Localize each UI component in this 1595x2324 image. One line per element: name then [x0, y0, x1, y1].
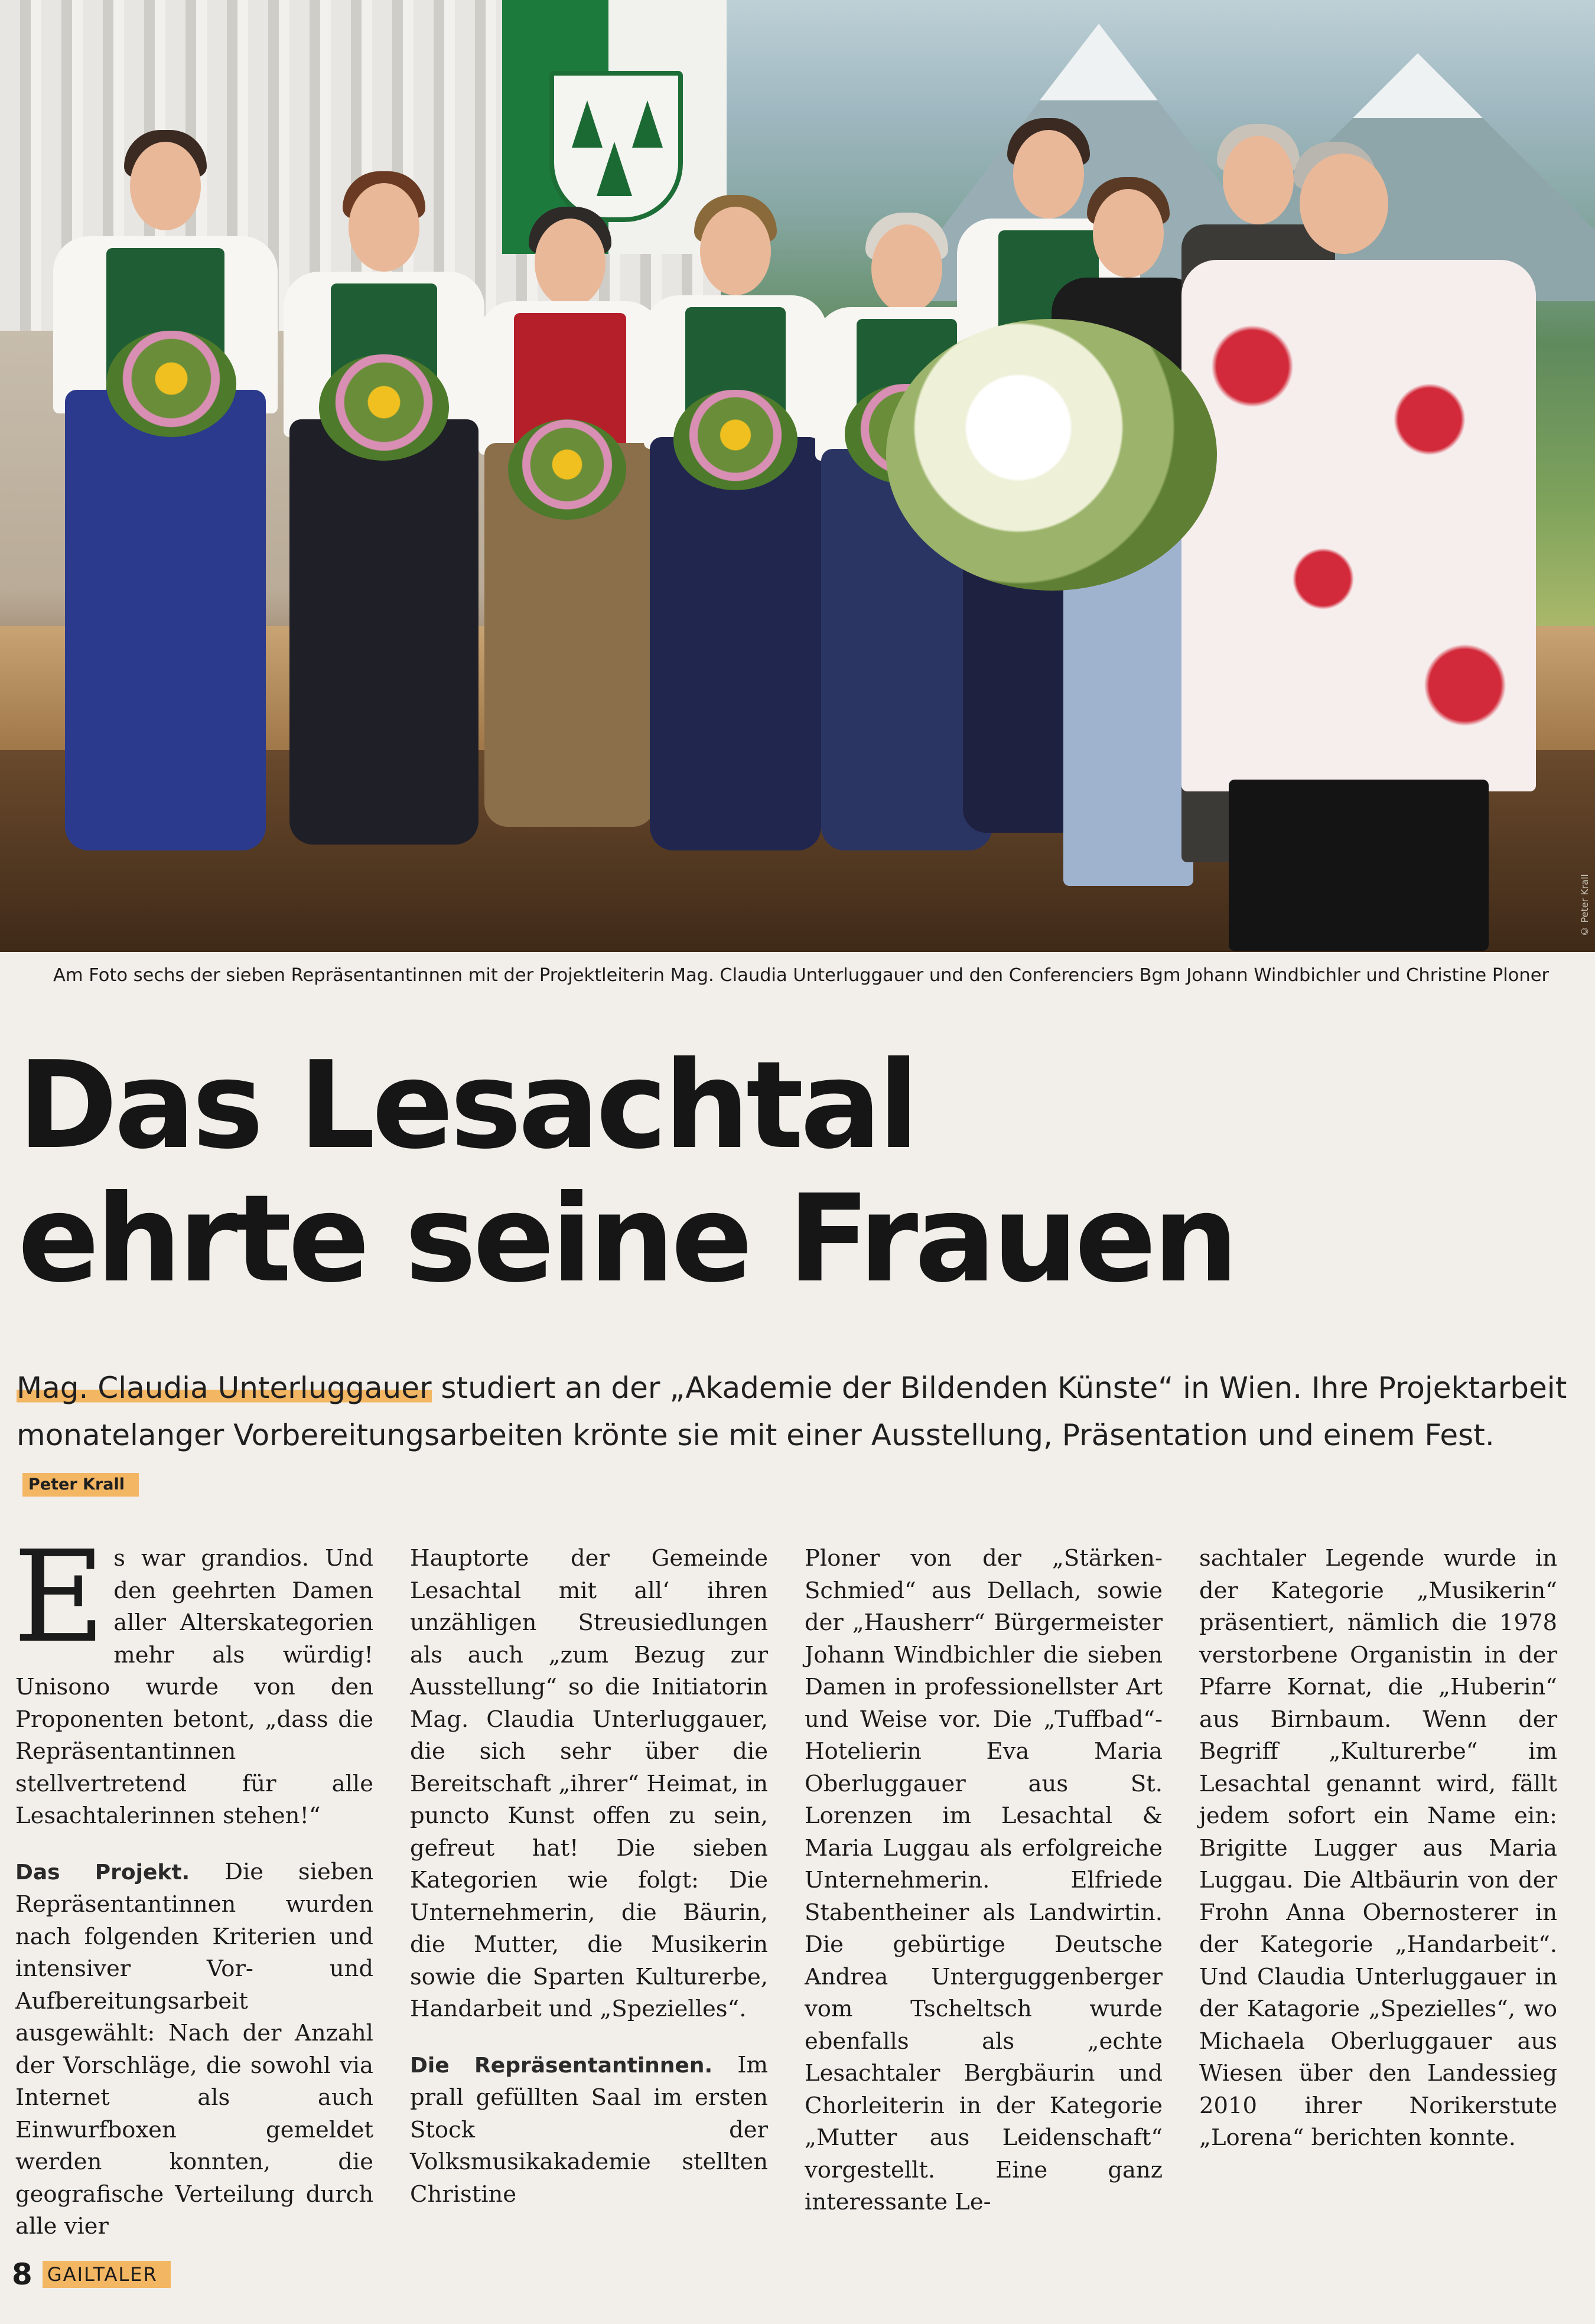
column-3-text: Ploner von der „Stärken-Schmied“ aus Dellach, sowie der „Hausherr“ Bürgermeister Johann Windbichler die sieben Damen in professionellster Art und Weise vor. Die „Tuffbad“-Hotelierin Eva Maria Oberluggauer aus St. Lorenzen im Lesachtal & Maria Luggau als erfolgreiche Unternehmerin. Elfriede Stabentheiner als Landwirtin. Die gebürtige Deutsche Andrea Unterguggenberger vom Tscheltsch wurde ebenfalls als „echte Lesachtaler Bergbäurin und Chorleiterin in der Kategorie „Mutter aus Leidenschaft“ vorgestellt. Eine ganz interessante Le-: [805, 1545, 1163, 2215]
column-2-text: Hauptorte der Gemeinde Lesachtal mit all‘ ihren unzähligen Streusiedlungen als auch „zum Bezug zur Ausstellung“ so die Initiatorin Mag. Claudia Unterluggauer, die sich sehr über die Bereitschaft „ihrer“ Heimat, in puncto Kunst offen zu sein, gefreut hat! Die sieben Kategorien wie folgt: Die Unternehmerin, die Bäurin, die Mutter, die Musikerin sowie die Sparten Kulturerbe, Handarbeit und „Spezielles“.: [410, 1545, 768, 2022]
lead-highlight: Mag. Claudia Unterluggauer: [17, 1371, 432, 1405]
lead-text: studiert an der „Akademie der Bildenden Künste“ in Wien. Ihre Projektarbeit monatelanger Vorbereitungsarbeiten krönte sie mit einer Ausstellung, Präsentation und einem Fest.: [17, 1371, 1567, 1452]
column-2-text-2: Im prall gefüllten Saal im ersten Stock der Volksmusikakademie stellten Christine: [410, 2051, 768, 2208]
lily-bouquet: [886, 319, 1217, 591]
subheading-representatives: Die Repräsentantinnen.: [410, 2053, 713, 2078]
column-4-text: sachtaler Legende wurde in der Kategorie „Musikerin“ präsentiert, nämlich die 1978 verstorbene Organistin in der Pfarre Kornat, die „Huberin“ aus Birnbaum. Wenn der Begriff „Kulturerbe“ im Lesachtal genannt wird, fällt jedem sofort ein Name ein: Brigitte Lugger aus Maria Luggau. Die Altbäurin von der Frohn Anna Obernosterer in der Kategorie „Handarbeit“. Und Claudia Unterluggauer in der Katagorie „Spezielles“, wo Michaela Oberluggauer aus Wiesen über den Landessieg 2010 ihrer Norikerstute „Lorena“ berichten konnte.: [1199, 1545, 1557, 2151]
person-1: [41, 130, 289, 898]
column-1-text: Die sieben Repräsentantinnen wurden nach folgenden Kriterien und intensiver Vor- und Aufbereitungsarbeit ausgewählt: Nach der Anzahl der Vorschläge, die sowohl via Internet als auch Einwurfboxen gemeldet werden konnten, die geografische Verteilung durch alle vier: [15, 1858, 373, 2240]
subheading-project: Das Projekt.: [15, 1860, 190, 1885]
page-number: 8: [12, 2257, 32, 2292]
snow-peak: [1353, 53, 1483, 118]
article-photo: [0, 0, 1595, 952]
drop-cap: E: [13, 1524, 106, 1671]
page-footer: [12, 2257, 171, 2292]
column-4: [1199, 1543, 1557, 2234]
person-2: [278, 171, 490, 898]
person-4: [638, 195, 833, 892]
crest-tree-icon: [632, 100, 663, 148]
crest-tree-icon: [597, 142, 632, 196]
snow-peak: [1040, 24, 1158, 100]
headline-line-1: Das Lesachtal: [18, 1036, 916, 1176]
headline-line-2: ehrte seine Frauen: [18, 1169, 1235, 1309]
column-3: [805, 1543, 1163, 2234]
column-2: [410, 1543, 768, 2234]
crest-tree-icon: [572, 100, 603, 148]
column-1-intro: s war grandios. Und den geehrten Damen aller Alterskategorien mehr als würdig! Unisono wurde von den Proponenten betont, „dass die Repräsentantinnen stellvertretend für alle Lesachtalerinnen stehen!“: [15, 1545, 373, 1829]
photo-caption: Am Foto sechs der sieben Repräsentantinnen mit der Projektleiterin Mag. Claudia Unterluggauer und den Conferenciers Bgm Johann Windbichler und Christine Ploner: [53, 965, 1550, 986]
person-9: [1181, 142, 1548, 951]
author-byline: Peter Krall: [22, 1473, 139, 1497]
photo-credit: © Peter Krall: [1579, 874, 1590, 937]
article-body: [13, 1524, 1575, 2240]
column-1: [13, 1524, 373, 2240]
headline: [18, 1036, 1577, 1309]
lead-paragraph: [17, 1364, 1576, 1506]
publication-name: GAILTALER: [43, 2261, 171, 2288]
